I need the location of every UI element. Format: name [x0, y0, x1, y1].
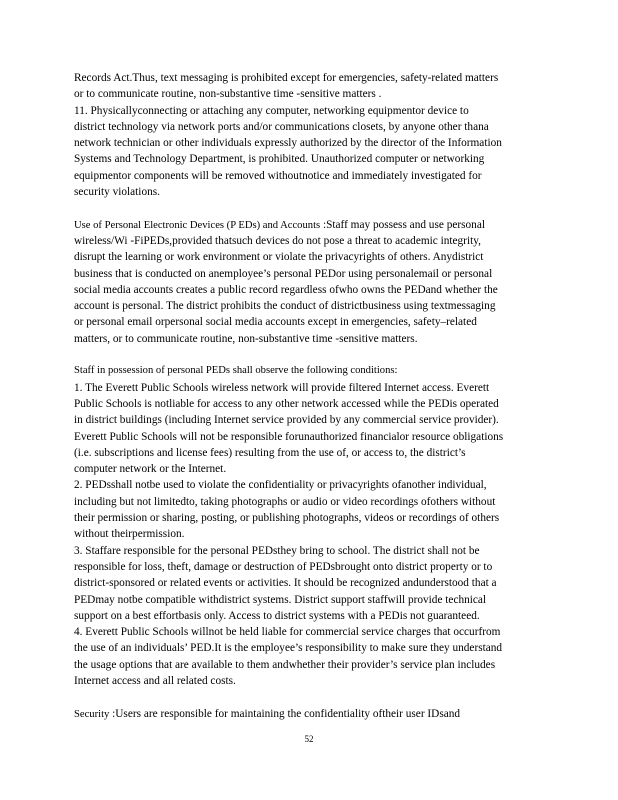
text-line: or to communicate routine, non-substantive time -sensitive matters .: [74, 88, 382, 101]
paragraph-gap: [74, 347, 544, 363]
text-line: (i.e. subscriptions and license fees) resulting from the use of, or access to, the district’s: [74, 446, 466, 459]
security-text: :Users are responsible for maintaining the confidentiality oftheir user IDsand: [109, 707, 461, 720]
text-line: in district buildings (including Internet service provided by any commercial service provider).: [74, 414, 499, 427]
text-line: 1. The Everett Public Schools wireless network will provide filtered Internet access. Everett: [74, 381, 490, 394]
text-line: network technician or other individuals expressly authorized by the director of the Information: [74, 137, 502, 150]
text-line: Records Act.Thus, text messaging is prohibited except for emergencies, safety-related matters: [74, 72, 499, 84]
text-line: 2. PEDsshall notbe used to violate the confidentiality or privacyrights ofanother individual,: [74, 479, 487, 492]
text-line: district-sponsored or related events or activities. It should be recognized andunderstood that a: [74, 577, 497, 590]
item-11-paragraph: [74, 103, 544, 201]
text-line: equipmentor components will be removed withoutnotice and immediately investigated for: [74, 169, 482, 182]
security-heading: Security: [74, 708, 110, 720]
text-line: PEDmay notbe compatible withdistrict systems. District support staffwill provide technical: [74, 593, 487, 606]
security-section: [74, 706, 544, 722]
text-line: wireless/Wi -FiPEDs,provided thatsuch devices do not pose a threat to academic integrity,: [74, 234, 481, 247]
text-line: 11. Physicallyconnecting or attaching any computer, networking equipmentor device to: [74, 104, 469, 117]
text-line: business that is conducted on anemployee’s personal PEDor using personalemail or personal: [74, 267, 493, 280]
text-line: without theirpermission.: [74, 528, 185, 541]
text-line: their permission or sharing, posting, or publishing photographs, videos or recordings of others: [74, 512, 500, 525]
text-line: the usage options that are available to them andwhether their provider’s service plan includes: [74, 658, 496, 671]
staff-conditions-heading: Staff in possession of personal PEDs shall observe the following conditions:: [74, 365, 398, 377]
text-line: social media accounts creates a public record regardless ofwho owns the PEDand whether the: [74, 283, 498, 296]
page-body: [74, 70, 544, 722]
ped-section-heading: Use of Personal Electronic Devices (P EDs) and Accounts: [74, 219, 321, 231]
text-line: Public Schools is notliable for access to any other network accessed while the PEDis operated: [74, 397, 499, 410]
text-line: including but not limitedto, taking photographs or audio or video recordings ofothers without: [74, 495, 496, 508]
text-line: the use of an individuals’ PED.It is the employee’s responsibility to make sure they understand: [74, 642, 503, 655]
text-line: district technology via network ports and/or communications closets, by anyone other thana: [74, 120, 489, 133]
text-line: Internet access and all related costs.: [74, 674, 236, 687]
text-line: Systems and Technology Department, is prohibited. Unauthorized computer or networking: [74, 153, 485, 166]
text-line: account is personal. The district prohibits the conduct of districtbusiness using textmessaging: [74, 300, 496, 313]
text-line: or personal email orpersonal social media accounts except in emergencies, safety–related: [74, 316, 477, 329]
records-act-paragraph: [74, 70, 544, 103]
text-line: 3. Staffare responsible for the personal PEDsthey bring to school. The district shall not be: [74, 544, 480, 557]
staff-conditions-section: [74, 363, 544, 689]
text-line: matters, or to communicate routine, non-substantive time -sensitive matters.: [74, 332, 418, 345]
ped-intro-text: :Staff may possess and use personal: [320, 218, 485, 231]
text-line: support on a best effortbasis only. Access to district systems with a PEDis not guaranteed.: [74, 609, 480, 622]
ped-accounts-section: [74, 217, 544, 347]
text-line: Everett Public Schools will not be responsible forunauthorized financialor resource obligations: [74, 430, 504, 443]
text-line: responsible for loss, theft, damage or destruction of PEDsbrought onto district property or to: [74, 560, 493, 573]
paragraph-gap: [74, 200, 544, 216]
text-line: [74, 706, 544, 722]
page-number: 52: [304, 734, 314, 744]
text-line: disrupt the learning or work environment or violate the privacyrights of others. Anydistrict: [74, 251, 484, 264]
text-line: [74, 217, 544, 233]
paragraph-gap: [74, 689, 544, 705]
text-line: security violations.: [74, 186, 160, 199]
text-line: computer network or the Internet.: [74, 463, 227, 476]
text-line: 4. Everett Public Schools willnot be held liable for commercial service charges that occurfrom: [74, 626, 501, 639]
